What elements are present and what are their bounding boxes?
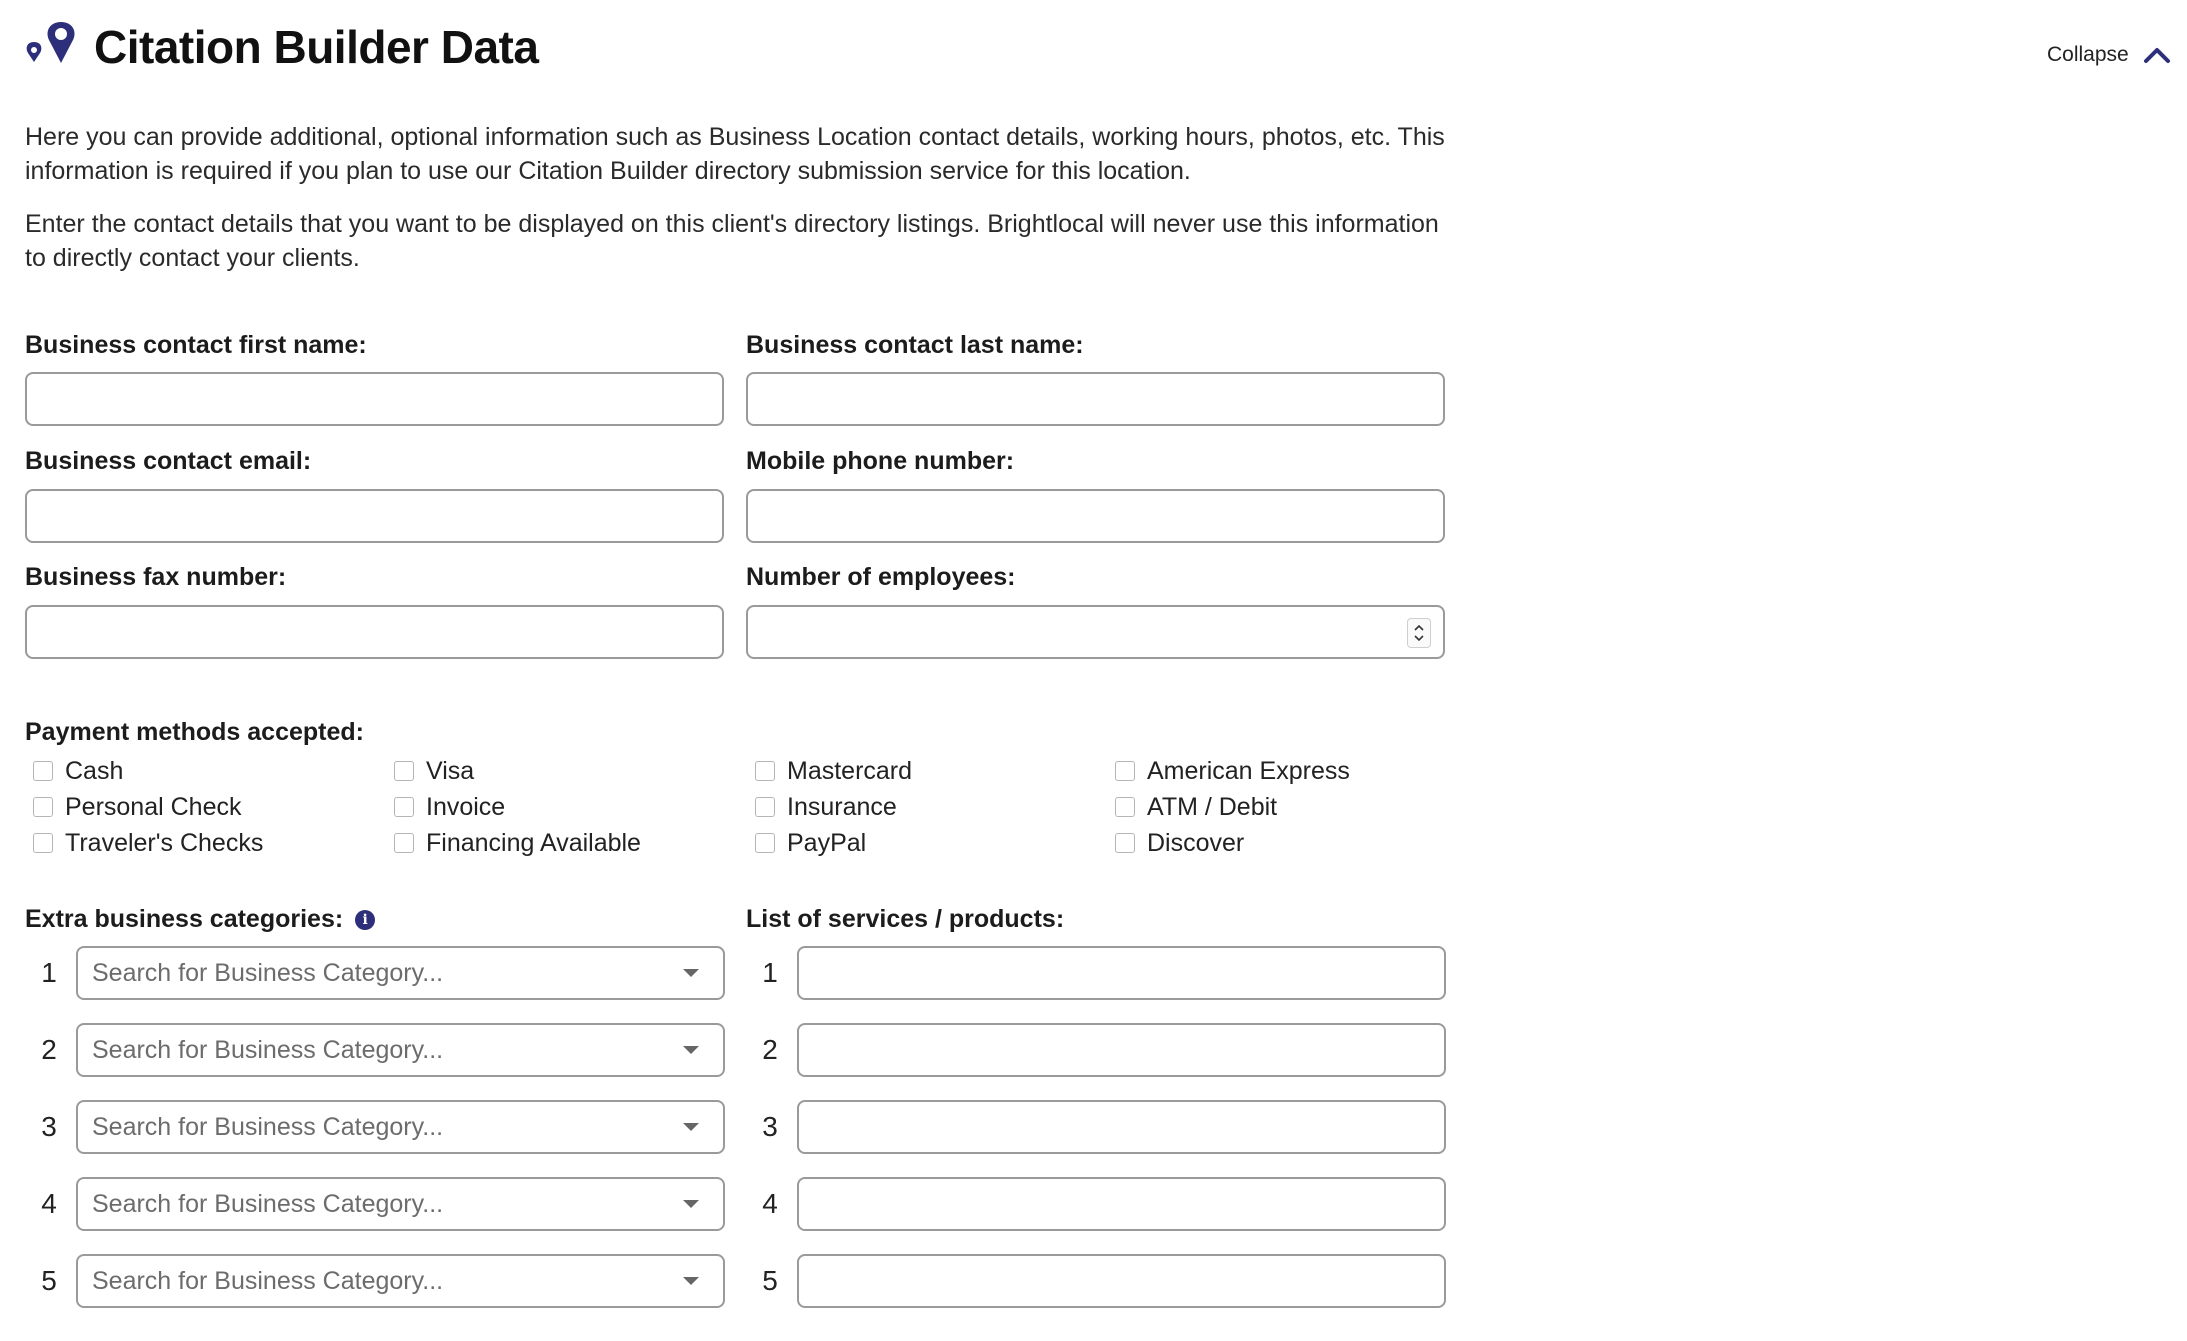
category-number: 1 <box>41 957 57 988</box>
checkbox[interactable] <box>33 797 53 817</box>
category-row <box>34 946 725 1000</box>
checkbox[interactable] <box>33 833 53 853</box>
service-row <box>755 1177 1446 1231</box>
mobile-label: Mobile phone number: <box>746 447 1015 475</box>
category-placeholder: Search for Business Category... <box>92 1035 444 1064</box>
category-placeholder: Search for Business Category... <box>92 1112 444 1141</box>
checkbox[interactable] <box>394 833 414 853</box>
service-input[interactable] <box>797 1023 1446 1077</box>
category-select[interactable] <box>76 946 725 1000</box>
checkbox[interactable] <box>1115 761 1135 781</box>
collapse-button[interactable] <box>2047 43 2171 67</box>
payment-option[interactable]: ATM / Debit <box>1115 792 1350 822</box>
page-title: Citation Builder Data <box>94 21 539 73</box>
payment-option[interactable]: Invoice <box>394 792 641 822</box>
payment-column-4 <box>1115 756 1350 858</box>
checkbox[interactable] <box>755 761 775 781</box>
caret-down-icon <box>683 969 699 977</box>
map-pin-icon <box>22 20 80 68</box>
service-input[interactable] <box>797 946 1446 1000</box>
payment-option[interactable]: American Express <box>1115 756 1350 786</box>
category-placeholder: Search for Business Category... <box>92 1189 444 1218</box>
category-row <box>34 1100 725 1154</box>
category-select[interactable] <box>76 1023 725 1077</box>
caret-down-icon <box>683 1277 699 1285</box>
email-input[interactable] <box>25 489 724 543</box>
caret-down-icon <box>683 1123 699 1131</box>
services-list <box>755 946 1446 1308</box>
category-select[interactable] <box>76 1177 725 1231</box>
mobile-input[interactable] <box>746 489 1445 543</box>
service-number: 2 <box>762 1034 778 1065</box>
service-number: 3 <box>762 1111 778 1142</box>
email-label: Business contact email: <box>25 447 312 475</box>
payment-option[interactable]: Insurance <box>755 792 912 822</box>
info-icon[interactable]: i <box>355 910 375 930</box>
employees-input[interactable] <box>746 605 1445 659</box>
payment-option[interactable]: Visa <box>394 756 641 786</box>
checkbox[interactable] <box>33 761 53 781</box>
collapse-label: Collapse <box>2047 43 2129 66</box>
category-select[interactable] <box>76 1254 725 1308</box>
category-list <box>34 946 725 1308</box>
fax-input[interactable] <box>25 605 724 659</box>
fax-label: Business fax number: <box>25 563 287 591</box>
category-row <box>34 1254 725 1308</box>
payment-column-3 <box>755 756 912 858</box>
payment-option[interactable]: Traveler's Checks <box>33 828 263 858</box>
category-row <box>34 1177 725 1231</box>
last-name-label: Business contact last name: <box>746 331 1084 359</box>
service-number: 4 <box>762 1188 778 1219</box>
checkbox[interactable] <box>1115 833 1135 853</box>
service-number: 1 <box>762 957 778 988</box>
payment-option[interactable]: Mastercard <box>755 756 912 786</box>
service-input[interactable] <box>797 1100 1446 1154</box>
service-row <box>755 1100 1446 1154</box>
checkbox[interactable] <box>755 833 775 853</box>
category-placeholder: Search for Business Category... <box>92 958 444 987</box>
contact-details-paragraph: Enter the contact details that you want to be displayed on this client's directory listings. Brightlocal will never use this information to directly contact your clients. <box>25 210 1439 272</box>
checkbox[interactable] <box>755 797 775 817</box>
category-row <box>34 1023 725 1077</box>
checkbox[interactable] <box>1115 797 1135 817</box>
employees-label: Number of employees: <box>746 563 1016 591</box>
first-name-input[interactable] <box>25 372 724 426</box>
chevron-up-icon <box>2143 46 2171 64</box>
payment-option[interactable]: PayPal <box>755 828 912 858</box>
checkbox[interactable] <box>394 761 414 781</box>
payment-option[interactable]: Discover <box>1115 828 1350 858</box>
last-name-input[interactable] <box>746 372 1445 426</box>
extra-categories-label: Extra business categories: i <box>25 905 375 934</box>
caret-down-icon <box>683 1200 699 1208</box>
payment-option[interactable]: Personal Check <box>33 792 263 822</box>
payment-column-2 <box>394 756 641 858</box>
service-input[interactable] <box>797 1254 1446 1308</box>
checkbox[interactable] <box>394 797 414 817</box>
service-number: 5 <box>762 1265 778 1296</box>
intro-paragraph: Here you can provide additional, optional information such as Business Location contact details, working hours, photos, etc. This information is required if you plan to use our Citation Builder directory submission service for this location. <box>25 123 1445 185</box>
number-spinner-icon[interactable] <box>1407 618 1431 648</box>
payment-option[interactable]: Cash <box>33 756 263 786</box>
services-label: List of services / products: <box>746 905 1065 933</box>
category-number: 3 <box>41 1111 57 1142</box>
caret-down-icon <box>683 1046 699 1054</box>
service-row <box>755 946 1446 1000</box>
first-name-label: Business contact first name: <box>25 331 367 359</box>
service-input[interactable] <box>797 1177 1446 1231</box>
category-select[interactable] <box>76 1100 725 1154</box>
payment-methods-label: Payment methods accepted: <box>25 718 364 746</box>
category-number: 2 <box>41 1034 57 1065</box>
category-placeholder: Search for Business Category... <box>92 1266 444 1295</box>
payment-column-1 <box>33 756 263 858</box>
category-number: 4 <box>41 1188 57 1219</box>
service-row <box>755 1023 1446 1077</box>
payment-option[interactable]: Financing Available <box>394 828 641 858</box>
service-row <box>755 1254 1446 1308</box>
category-number: 5 <box>41 1265 57 1296</box>
